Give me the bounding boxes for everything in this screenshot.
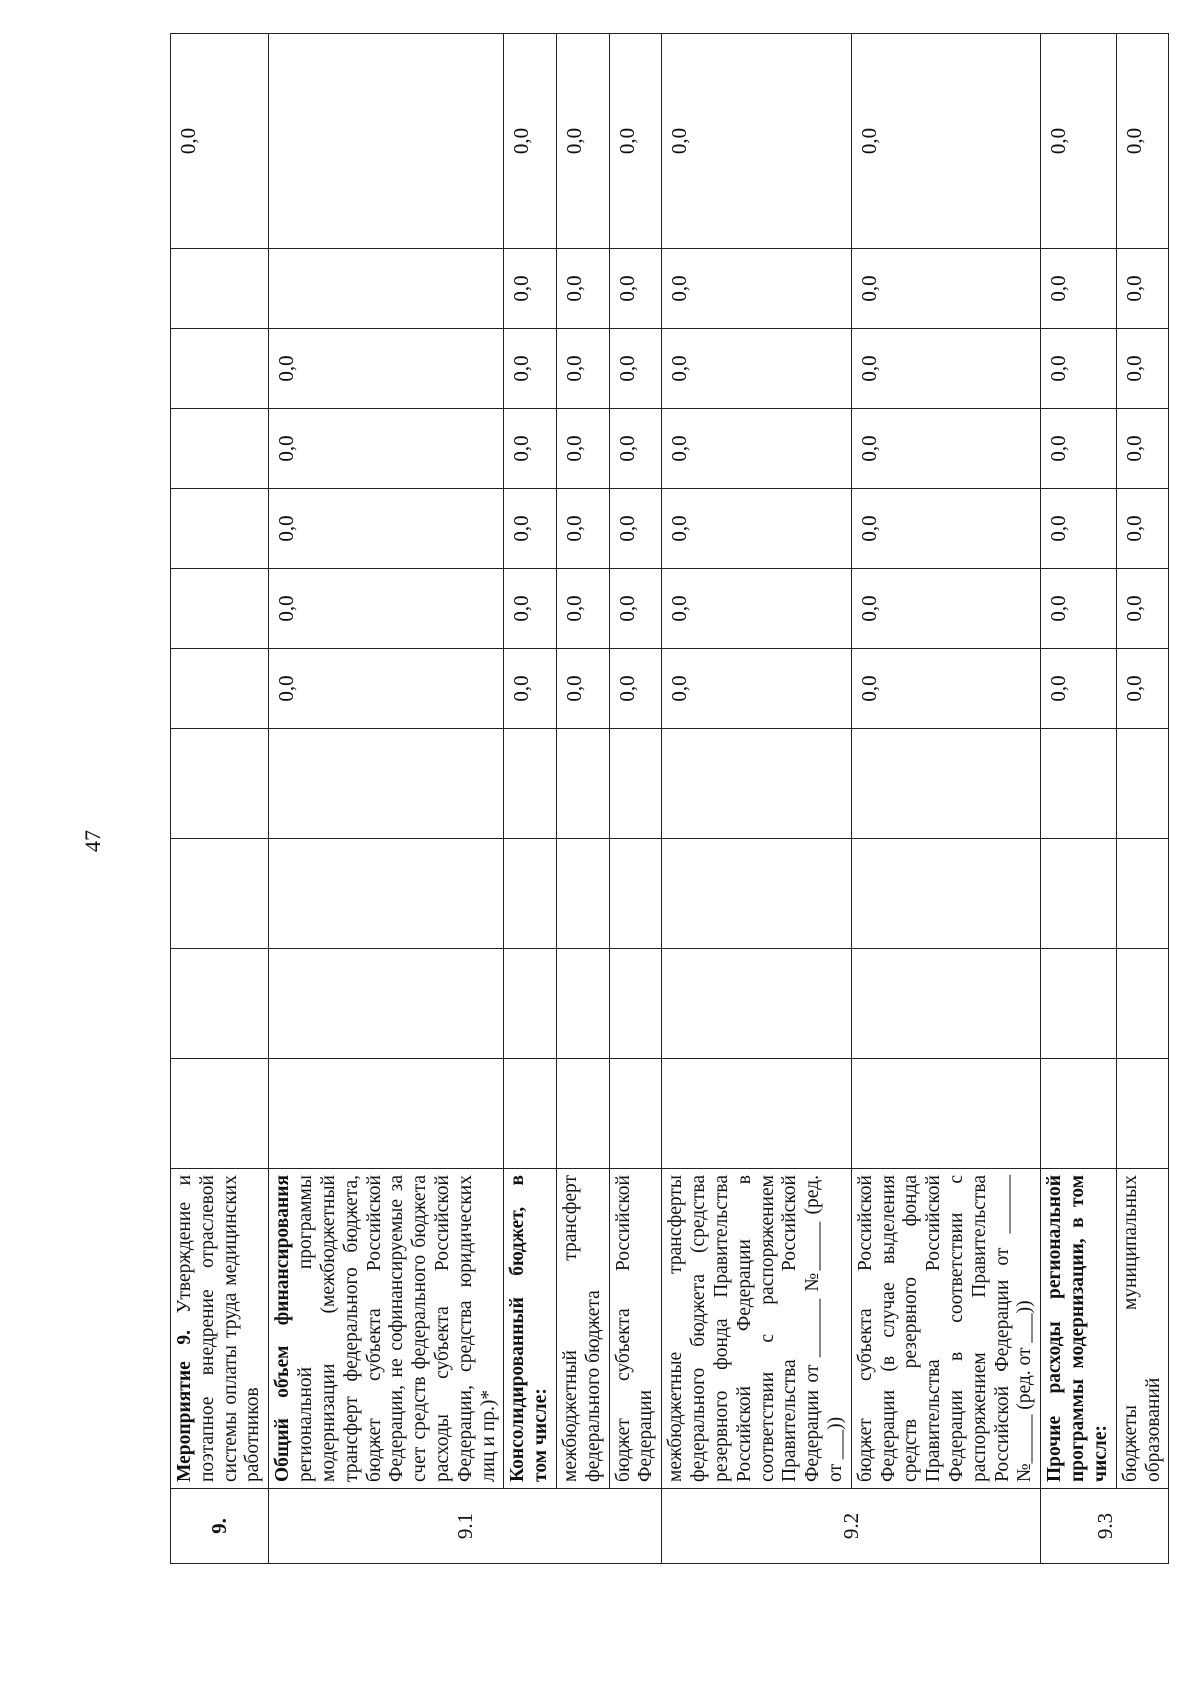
value-cell: 0,0	[662, 409, 852, 489]
row-number: 9.3	[1041, 1489, 1169, 1564]
value-cell	[662, 1059, 852, 1169]
description-bold-text: Консолидированный бюджет, в том числе:	[507, 1175, 552, 1482]
value-cell: 0,0	[269, 569, 504, 649]
value-cell: 0,0	[504, 649, 557, 729]
value-cell: 0,0	[851, 649, 1041, 729]
value-cell	[171, 649, 269, 729]
value-cell: 0,0	[662, 649, 852, 729]
value-cell	[269, 949, 504, 1059]
row-description	[171, 1169, 269, 1489]
table-row	[269, 34, 504, 1564]
value-cell	[609, 839, 662, 949]
value-cell: 0,0	[269, 329, 504, 409]
value-cell: 0,0	[1041, 569, 1116, 649]
value-cell	[1041, 839, 1116, 949]
value-cell: 0,0	[1116, 249, 1169, 329]
value-cell: 0,0	[609, 249, 662, 329]
value-cell: 0,0	[1041, 489, 1116, 569]
value-cell	[171, 409, 269, 489]
value-cell: 0,0	[662, 329, 852, 409]
value-cell: 0,0	[609, 329, 662, 409]
value-cell	[557, 949, 610, 1059]
description-bold-text: Мероприятие 9.	[174, 1330, 195, 1482]
row-description	[1041, 1169, 1116, 1489]
description-text: Утверждение и поэтапное внедрение отраслевой системы оплаты труда медицинских работников	[174, 1174, 264, 1482]
value-cell: 0,0	[504, 569, 557, 649]
value-cell: 0,0	[557, 489, 610, 569]
value-cell: 0,0	[1041, 329, 1116, 409]
value-cell: 0,0	[1116, 409, 1169, 489]
value-cell	[269, 839, 504, 949]
value-cell	[662, 839, 852, 949]
value-cell: 0,0	[1116, 569, 1169, 649]
value-cell: 0,0	[504, 34, 557, 249]
value-cell	[609, 1059, 662, 1169]
value-cell	[171, 249, 269, 329]
value-cell: 0,0	[609, 569, 662, 649]
value-cell: 0,0	[1041, 34, 1116, 249]
value-cell	[504, 1059, 557, 1169]
value-cell	[1041, 949, 1116, 1059]
value-cell	[662, 729, 852, 839]
value-cell: 0,0	[851, 329, 1041, 409]
value-cell: 0,0	[662, 489, 852, 569]
table-row	[504, 34, 557, 1564]
value-cell: 0,0	[504, 409, 557, 489]
value-cell	[171, 1059, 269, 1169]
value-cell: 0,0	[269, 649, 504, 729]
value-cell: 0,0	[1116, 34, 1169, 249]
value-cell: 0,0	[557, 409, 610, 489]
value-cell: 0,0	[609, 409, 662, 489]
value-cell: 0,0	[609, 649, 662, 729]
value-cell: 0,0	[269, 409, 504, 489]
value-cell: 0,0	[851, 249, 1041, 329]
value-cell	[662, 949, 852, 1059]
page-number: 47	[80, 830, 105, 852]
description-text: региональной программы модернизации (межбюджетный трансферт федерального бюджета, бюджет субъекта Российской Федерации, не софинансируемые за счет средств федерального бюджета расходы субъекта Российской Федерации, средства юридических лиц и пр.)*	[295, 1175, 499, 1482]
table-body	[171, 34, 1169, 1564]
value-cell	[269, 729, 504, 839]
description-text: бюджет субъекта Российской Федерации (в случае выделения средств резервного фонда Правительства Российской Федерации в соответствии с распоряжением Правительства Российской Федерации от ______ №_____ (ред. от ___))	[854, 1175, 1036, 1482]
value-cell: 0,0	[269, 489, 504, 569]
value-cell: 0,0	[557, 329, 610, 409]
description-bold-text: Прочие расходы региональной программы модернизации, в том числе:	[1044, 1175, 1111, 1482]
value-cell	[171, 329, 269, 409]
description-bold-text: Общий объем финансирования	[272, 1175, 294, 1482]
value-cell	[609, 729, 662, 839]
budget-table	[170, 33, 1169, 1564]
value-cell	[1041, 729, 1116, 839]
table-row	[1041, 34, 1116, 1564]
row-number: 9.2	[662, 1489, 1041, 1564]
value-cell	[269, 34, 504, 249]
table-row	[662, 34, 852, 1564]
value-cell	[851, 839, 1041, 949]
value-cell	[851, 949, 1041, 1059]
value-cell: 0,0	[557, 649, 610, 729]
value-cell: 0,0	[1116, 489, 1169, 569]
value-cell: 0,0	[557, 569, 610, 649]
row-number: 9.	[171, 1489, 269, 1564]
value-cell: 0,0	[851, 569, 1041, 649]
value-cell: 0,0	[662, 569, 852, 649]
rotated-page-content	[170, 34, 1164, 1564]
value-cell	[609, 949, 662, 1059]
value-cell: 0,0	[557, 34, 610, 249]
value-cell	[171, 949, 269, 1059]
row-description	[1116, 1169, 1169, 1489]
value-cell	[557, 729, 610, 839]
value-cell: 0,0	[609, 34, 662, 249]
value-cell	[504, 839, 557, 949]
description-text: бюджет субъекта Российской Федерации	[612, 1175, 657, 1482]
value-cell: 0,0	[504, 329, 557, 409]
value-cell	[269, 249, 504, 329]
value-cell: 0,0	[504, 489, 557, 569]
value-cell: 0,0	[1116, 329, 1169, 409]
table-row	[171, 34, 269, 1564]
row-description	[851, 1169, 1041, 1489]
value-cell	[851, 1059, 1041, 1169]
row-number: 9.1	[269, 1489, 662, 1564]
value-cell: 0,0	[171, 34, 269, 249]
row-description	[609, 1169, 662, 1489]
value-cell	[171, 569, 269, 649]
value-cell	[557, 839, 610, 949]
value-cell	[504, 729, 557, 839]
value-cell	[504, 949, 557, 1059]
value-cell: 0,0	[662, 249, 852, 329]
value-cell	[1041, 1059, 1116, 1169]
description-text: межбюджетные трансферты федерального бюджета (средства резервного фонда Правительства Российской Федерации в соответствии с распоряжением Правительства Российской Федерации от ______ №_____ (ред. от ___))	[665, 1175, 846, 1482]
table-row	[1116, 34, 1169, 1564]
value-cell	[851, 729, 1041, 839]
value-cell	[171, 839, 269, 949]
value-cell	[557, 1059, 610, 1169]
value-cell	[171, 729, 269, 839]
value-cell: 0,0	[609, 489, 662, 569]
value-cell: 0,0	[1116, 649, 1169, 729]
row-description	[662, 1169, 852, 1489]
table-row	[557, 34, 610, 1564]
description-text: межбюджетный трансферт федерального бюджета	[560, 1175, 604, 1482]
row-description	[504, 1169, 557, 1489]
value-cell	[1116, 949, 1169, 1059]
value-cell	[1116, 1059, 1169, 1169]
description-text: бюджеты муниципальных образований	[1119, 1175, 1164, 1482]
value-cell: 0,0	[557, 249, 610, 329]
value-cell: 0,0	[662, 34, 852, 249]
value-cell: 0,0	[504, 249, 557, 329]
value-cell: 0,0	[1041, 649, 1116, 729]
value-cell	[1116, 729, 1169, 839]
value-cell	[171, 489, 269, 569]
value-cell: 0,0	[1041, 409, 1116, 489]
table-row	[609, 34, 662, 1564]
row-description	[557, 1169, 610, 1489]
value-cell: 0,0	[851, 34, 1041, 249]
row-description	[269, 1169, 504, 1489]
value-cell: 0,0	[851, 409, 1041, 489]
value-cell: 0,0	[1041, 249, 1116, 329]
table-row	[851, 34, 1041, 1564]
value-cell: 0,0	[851, 489, 1041, 569]
value-cell	[1116, 839, 1169, 949]
value-cell	[269, 1059, 504, 1169]
